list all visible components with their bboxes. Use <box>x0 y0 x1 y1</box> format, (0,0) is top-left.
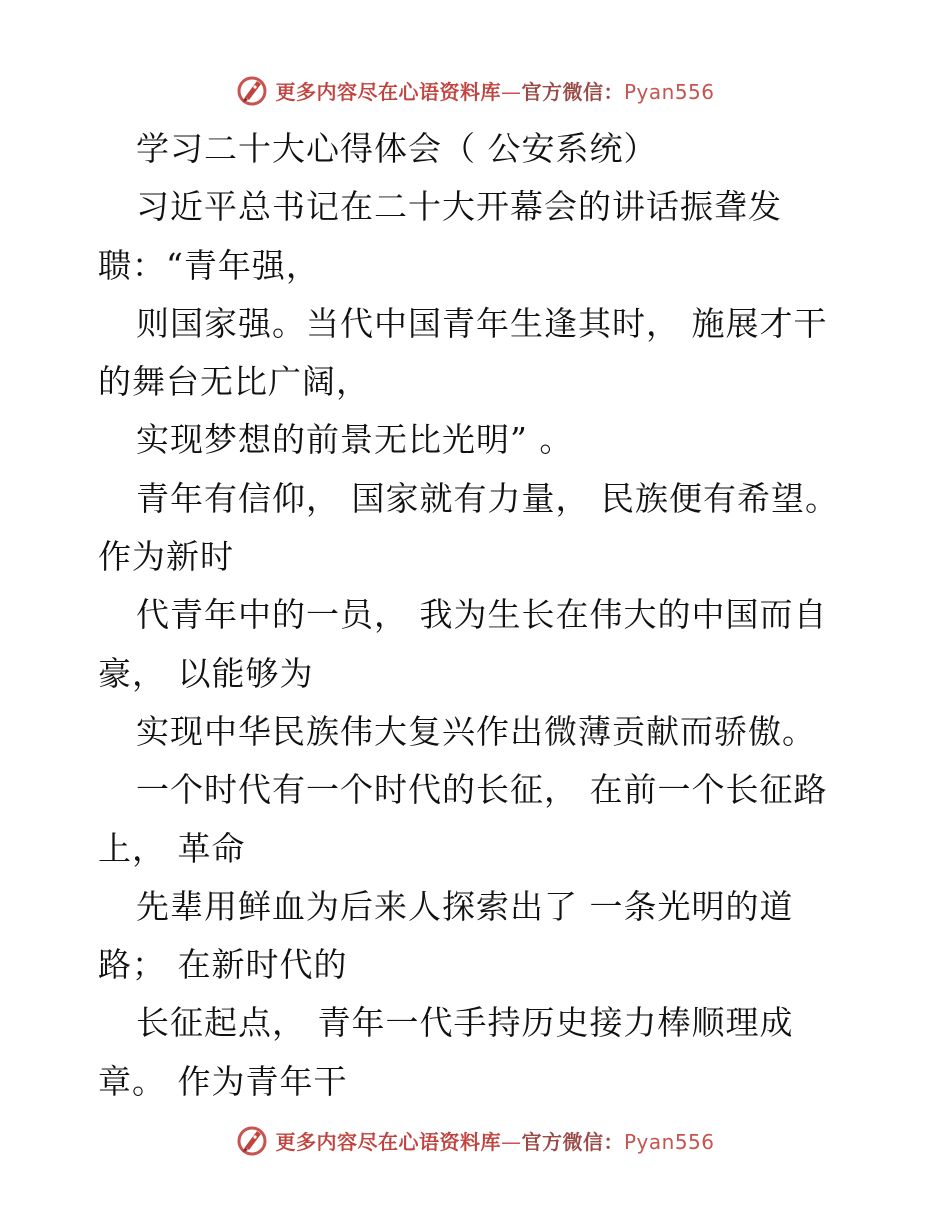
header-banner-text <box>275 76 714 105</box>
pen-nib-logo-icon <box>235 1123 269 1157</box>
paragraph-line: 上， 革命 <box>98 828 246 868</box>
paragraph-line: 的舞台无比广阔， <box>98 362 370 402</box>
banner-wechat-id: Pyan556 <box>623 1129 715 1154</box>
footer-banner <box>0 1120 950 1160</box>
footer-banner-text <box>275 1126 714 1155</box>
banner-dash: — <box>500 1129 522 1154</box>
paragraph-line: 长征起点， 青年一代手持历史接力棒顺理成 <box>136 1003 794 1043</box>
document-title: 学习二十大心得体会（ 公安系统） <box>136 129 658 168</box>
header-banner <box>0 70 950 110</box>
paragraph-line: 作为新时 <box>98 537 234 577</box>
banner-official-label: 官方微信： <box>521 1129 624 1154</box>
paragraph-line: 实现梦想的前景无比光明” 。 <box>136 420 574 460</box>
paragraph-line: 代青年中的一员， 我为生长在伟大的中国而自 <box>136 595 828 635</box>
banner-dash: — <box>500 79 522 104</box>
paragraph-line: 豪， 以能够为 <box>98 653 314 693</box>
paragraph-line: 实现中华民族伟大复兴作出微薄贡献而骄傲。 <box>136 711 816 751</box>
paragraph-line: 章。 作为青年干 <box>98 1061 348 1101</box>
pen-nib-logo-icon <box>235 73 269 107</box>
paragraph-line: 聩：“青年强， <box>98 245 320 285</box>
paragraph-line: 一个时代有一个时代的长征， 在前一个长征路 <box>136 770 828 810</box>
banner-brand-text: 更多内容尽在心语资料库 <box>275 79 501 104</box>
banner-official-label: 官方微信： <box>521 79 624 104</box>
paragraph-line: 则国家强。当代中国青年生逢其时， 施展才干 <box>136 303 828 343</box>
paragraph-line: 先辈用鲜血为后来人探索出了 一条光明的道 <box>136 886 794 926</box>
paragraph-line: 路； 在新时代的 <box>98 945 348 985</box>
document-body <box>98 120 843 1111</box>
footer-banner-content <box>235 1123 714 1157</box>
paragraph-line: 青年有信仰， 国家就有力量， 民族便有希望。 <box>136 478 839 518</box>
paragraph-line: 习近平总书记在二十大开幕会的讲话振聋发 <box>136 187 782 227</box>
banner-brand-text: 更多内容尽在心语资料库 <box>275 1129 501 1154</box>
banner-wechat-id: Pyan556 <box>623 79 715 104</box>
header-banner-content <box>235 73 714 107</box>
